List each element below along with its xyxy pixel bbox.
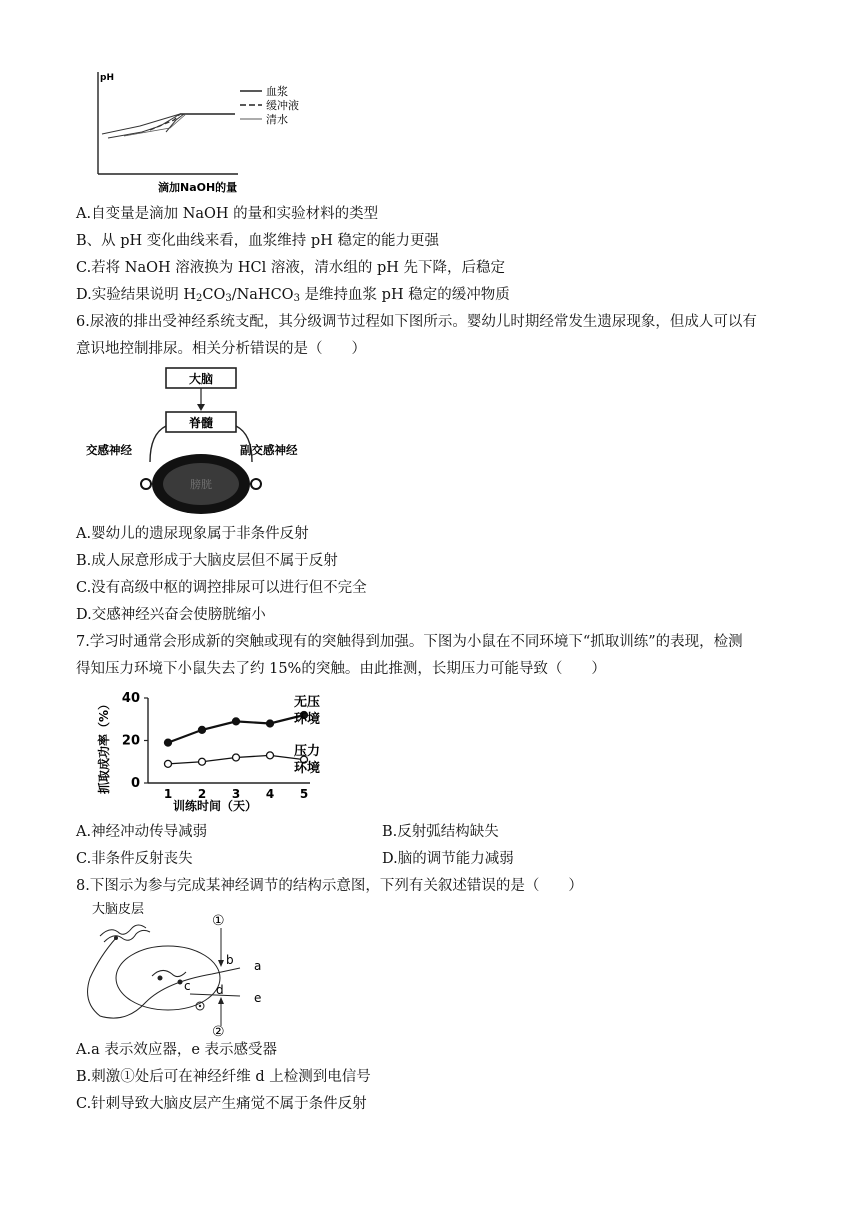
fig6-sympathetic-label: 交感神经: [86, 443, 132, 457]
fig8-mark-1: ①: [212, 913, 225, 929]
q7-option-a: A.神经冲动传导减弱: [76, 824, 208, 840]
data-point: [267, 752, 274, 759]
q6-option-b: B.成人尿意形成于大脑皮层但不属于反射: [76, 553, 338, 569]
ph-legend-water: 清水: [266, 113, 288, 126]
x-tick-label: 3: [231, 787, 241, 801]
fig6-spinal-label: 脊髓: [188, 416, 214, 430]
ph-curve-figure: [80, 68, 340, 198]
data-point: [165, 739, 172, 746]
urination-nerve-figure: [80, 364, 320, 514]
fig8-mark-2: ②: [212, 1024, 225, 1038]
q7-stem-line2: 得知压力环境下小鼠失去了约 15%的突触。由此推测，长期压力可能导致（ ）: [76, 661, 606, 677]
q6-option-d: D.交感神经兴奋会使膀胱缩小: [76, 607, 266, 623]
q5-option-c: C.若将 NaOH 溶液换为 HCl 溶液，清水组的 pH 先下降，后稳定: [76, 260, 506, 276]
data-point: [267, 720, 274, 727]
q8-option-b: B.刺激①处后可在神经纤维 d 上检测到电信号: [76, 1069, 371, 1085]
x-tick-label: 2: [197, 787, 207, 801]
chart-series-label-nostress-1: 无压: [294, 695, 321, 710]
y-tick-label: 0: [130, 776, 140, 791]
q8-option-c: C.针刺导致大脑皮层产生痛觉不属于条件反射: [76, 1096, 367, 1112]
data-point: [233, 754, 240, 761]
y-tick-label: 20: [121, 733, 140, 749]
fig6-brain-label: 大脑: [188, 372, 214, 386]
fig8-label-a: a: [254, 959, 262, 973]
fig8-cortex-label: 大脑皮层: [92, 902, 145, 917]
q8-option-a: A.a 表示效应器，e 表示感受器: [76, 1042, 278, 1058]
q5-option-a: A.自变量是滴加 NaOH 的量和实验材料的类型: [76, 206, 379, 222]
q7-option-c: C.非条件反射丧失: [76, 851, 193, 867]
q6-option-a: A.婴幼儿的遗尿现象属于非条件反射: [76, 526, 309, 542]
fig8-label-d: d: [216, 983, 224, 997]
fig6-parasympathetic-label: 副交感神经: [240, 443, 298, 457]
data-point: [165, 760, 172, 767]
q7-stem-line1: 7.学习时通常会形成新的突触或现有的突触得到加强。下图为小鼠在不同环境下“抓取训练”的表现，检测: [76, 634, 743, 650]
data-point: [233, 718, 240, 725]
chart-series-label-stress-2: 环境: [294, 761, 321, 776]
q7-option-d: D.脑的调节能力减弱: [382, 851, 514, 867]
fig8-label-e: e: [254, 991, 262, 1005]
q6-option-c: C.没有高级中枢的调控排尿可以进行但不完全: [76, 580, 367, 596]
data-point: [199, 758, 206, 765]
x-tick-label: 5: [299, 787, 309, 801]
data-point: [199, 726, 206, 733]
y-tick-label: 40: [121, 691, 140, 706]
chart-series-label-stress-1: 压力: [294, 744, 321, 759]
x-tick-label: 1: [163, 787, 173, 801]
fig8-label-b: b: [226, 953, 234, 967]
chart-series-label-nostress-2: 环境: [294, 712, 321, 727]
x-tick-label: 4: [265, 787, 275, 801]
ph-x-label: 滴加NaOH的量: [158, 181, 238, 194]
ph-y-label: pH: [100, 73, 114, 83]
ph-legend-buffer: 缓冲液: [266, 99, 299, 112]
q8-stem: 8.下图示为参与完成某神经调节的结构示意图，下列有关叙述错误的是（ ）: [76, 878, 583, 894]
q6-stem-line1: 6.尿液的排出受神经系统支配，其分级调节过程如下图所示。婴幼儿时期经常发生遗尿现象，但成人可以有: [76, 314, 757, 330]
fig8-label-c: c: [184, 979, 191, 993]
q5-option-d: D.实验结果说明 $H_2CO_3/NaHCO_3$ 是维持血浆 pH 稳定的缓冲物质: [76, 287, 510, 304]
fig6-bladder-label: 膀胱: [190, 478, 212, 491]
chart-ylabel: 抓取成功率（%）: [97, 697, 111, 795]
chart-xlabel: 训练时间（天）: [172, 799, 258, 813]
q5-option-b: B、从 pH 变化曲线来看，血浆维持 pH 稳定的能力更强: [76, 233, 439, 249]
reflex-arc-figure: [80, 898, 280, 1038]
grab-success-chart: [80, 686, 370, 814]
q7-option-b: B.反射弧结构缺失: [382, 824, 499, 840]
ph-legend-plasma: 血浆: [266, 85, 288, 98]
q6-stem-line2: 意识地控制排尿。相关分析错误的是（ ）: [76, 341, 366, 357]
